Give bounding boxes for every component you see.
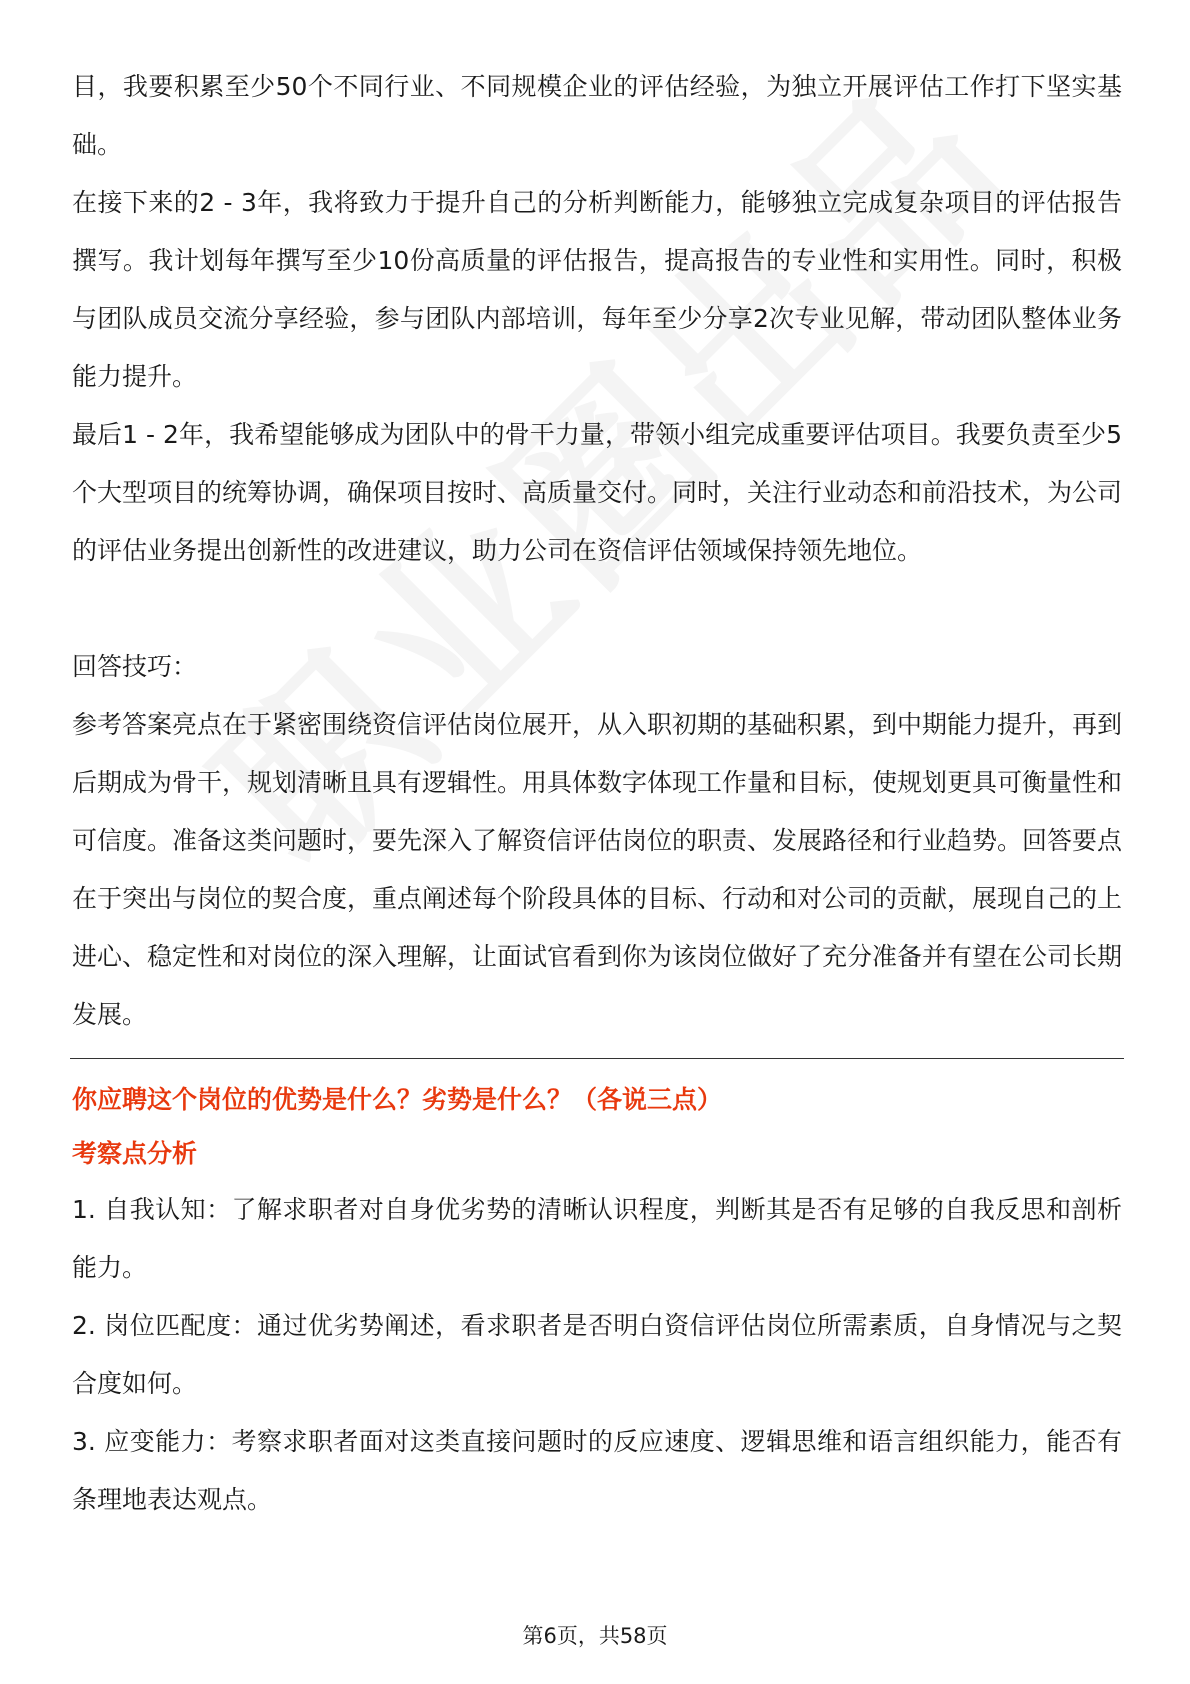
paragraph-plan-part2: 在接下来的2 - 3年，我将致力于提升自己的分析判断能力，能够独立完成复杂项目的评估报告撰写。我计划每年撰写至少10份高质量的评估报告，提高报告的专业性和实用性。同时，积极与团队成员交流分享经验，参与团队内部培训，每年至少分享2次专业见解，带动团队整体业务能力提升。 xyxy=(72,188,1122,391)
tips-text: 参考答案亮点在于紧密围绕资信评估岗位展开，从入职初期的基础积累，到中期能力提升，再到后期成为骨干，规划清晰且具有逻辑性。用具体数字体现工作量和目标，使规划更具可衡量性和可信度。准备这类问题时，要先深入了解资信评估岗位的职责、发展路径和行业趋势。回答要点在于突出与岗位的契合度，重点阐述每个阶段具体的目标、行动和对公司的贡献，展现自己的上进心、稳定性和对岗位的深入理解，让面试官看到你为该岗位做好了充分准备并有望在公司长期发展。 xyxy=(72,710,1123,1029)
document-body xyxy=(72,58,1122,1529)
question-title: 你应聘这个岗位的优势是什么？劣势是什么？（各说三点） xyxy=(72,1085,723,1114)
tips-label: 回答技巧： xyxy=(72,652,198,681)
section-divider xyxy=(70,1058,1124,1059)
paragraph-plan-part3: 最后1 - 2年，我希望能够成为团队中的骨干力量，带领小组完成重要评估项目。我要负责至少5个大型项目的统筹协调，确保项目按时、高质量交付。同时，关注行业动态和前沿技术，为公司的评估业务提出创新性的改进建议，助力公司在资信评估领域保持领先地位。 xyxy=(72,420,1123,565)
analysis-point-3: 3. 应变能力：考察求职者面对这类直接问题时的反应速度、逻辑思维和语言组织能力，能否有条理地表达观点。 xyxy=(72,1427,1122,1514)
page-number: 第6页，共58页 xyxy=(522,1624,668,1648)
spacer xyxy=(72,580,1122,638)
analysis-title: 考察点分析 xyxy=(72,1139,198,1168)
analysis-point-1: 1. 自我认知：了解求职者对自身优劣势的清晰认识程度，判断其是否有足够的自我反思和剖析能力。 xyxy=(72,1195,1122,1282)
analysis-point-2: 2. 岗位匹配度：通过优劣势阐述，看求职者是否明白资信评估岗位所需素质，自身情况与之契合度如何。 xyxy=(72,1311,1122,1398)
paragraph-plan-part1: 目，我要积累至少50个不同行业、不同规模企业的评估经验，为独立开展评估工作打下坚实基础。 xyxy=(72,72,1122,159)
